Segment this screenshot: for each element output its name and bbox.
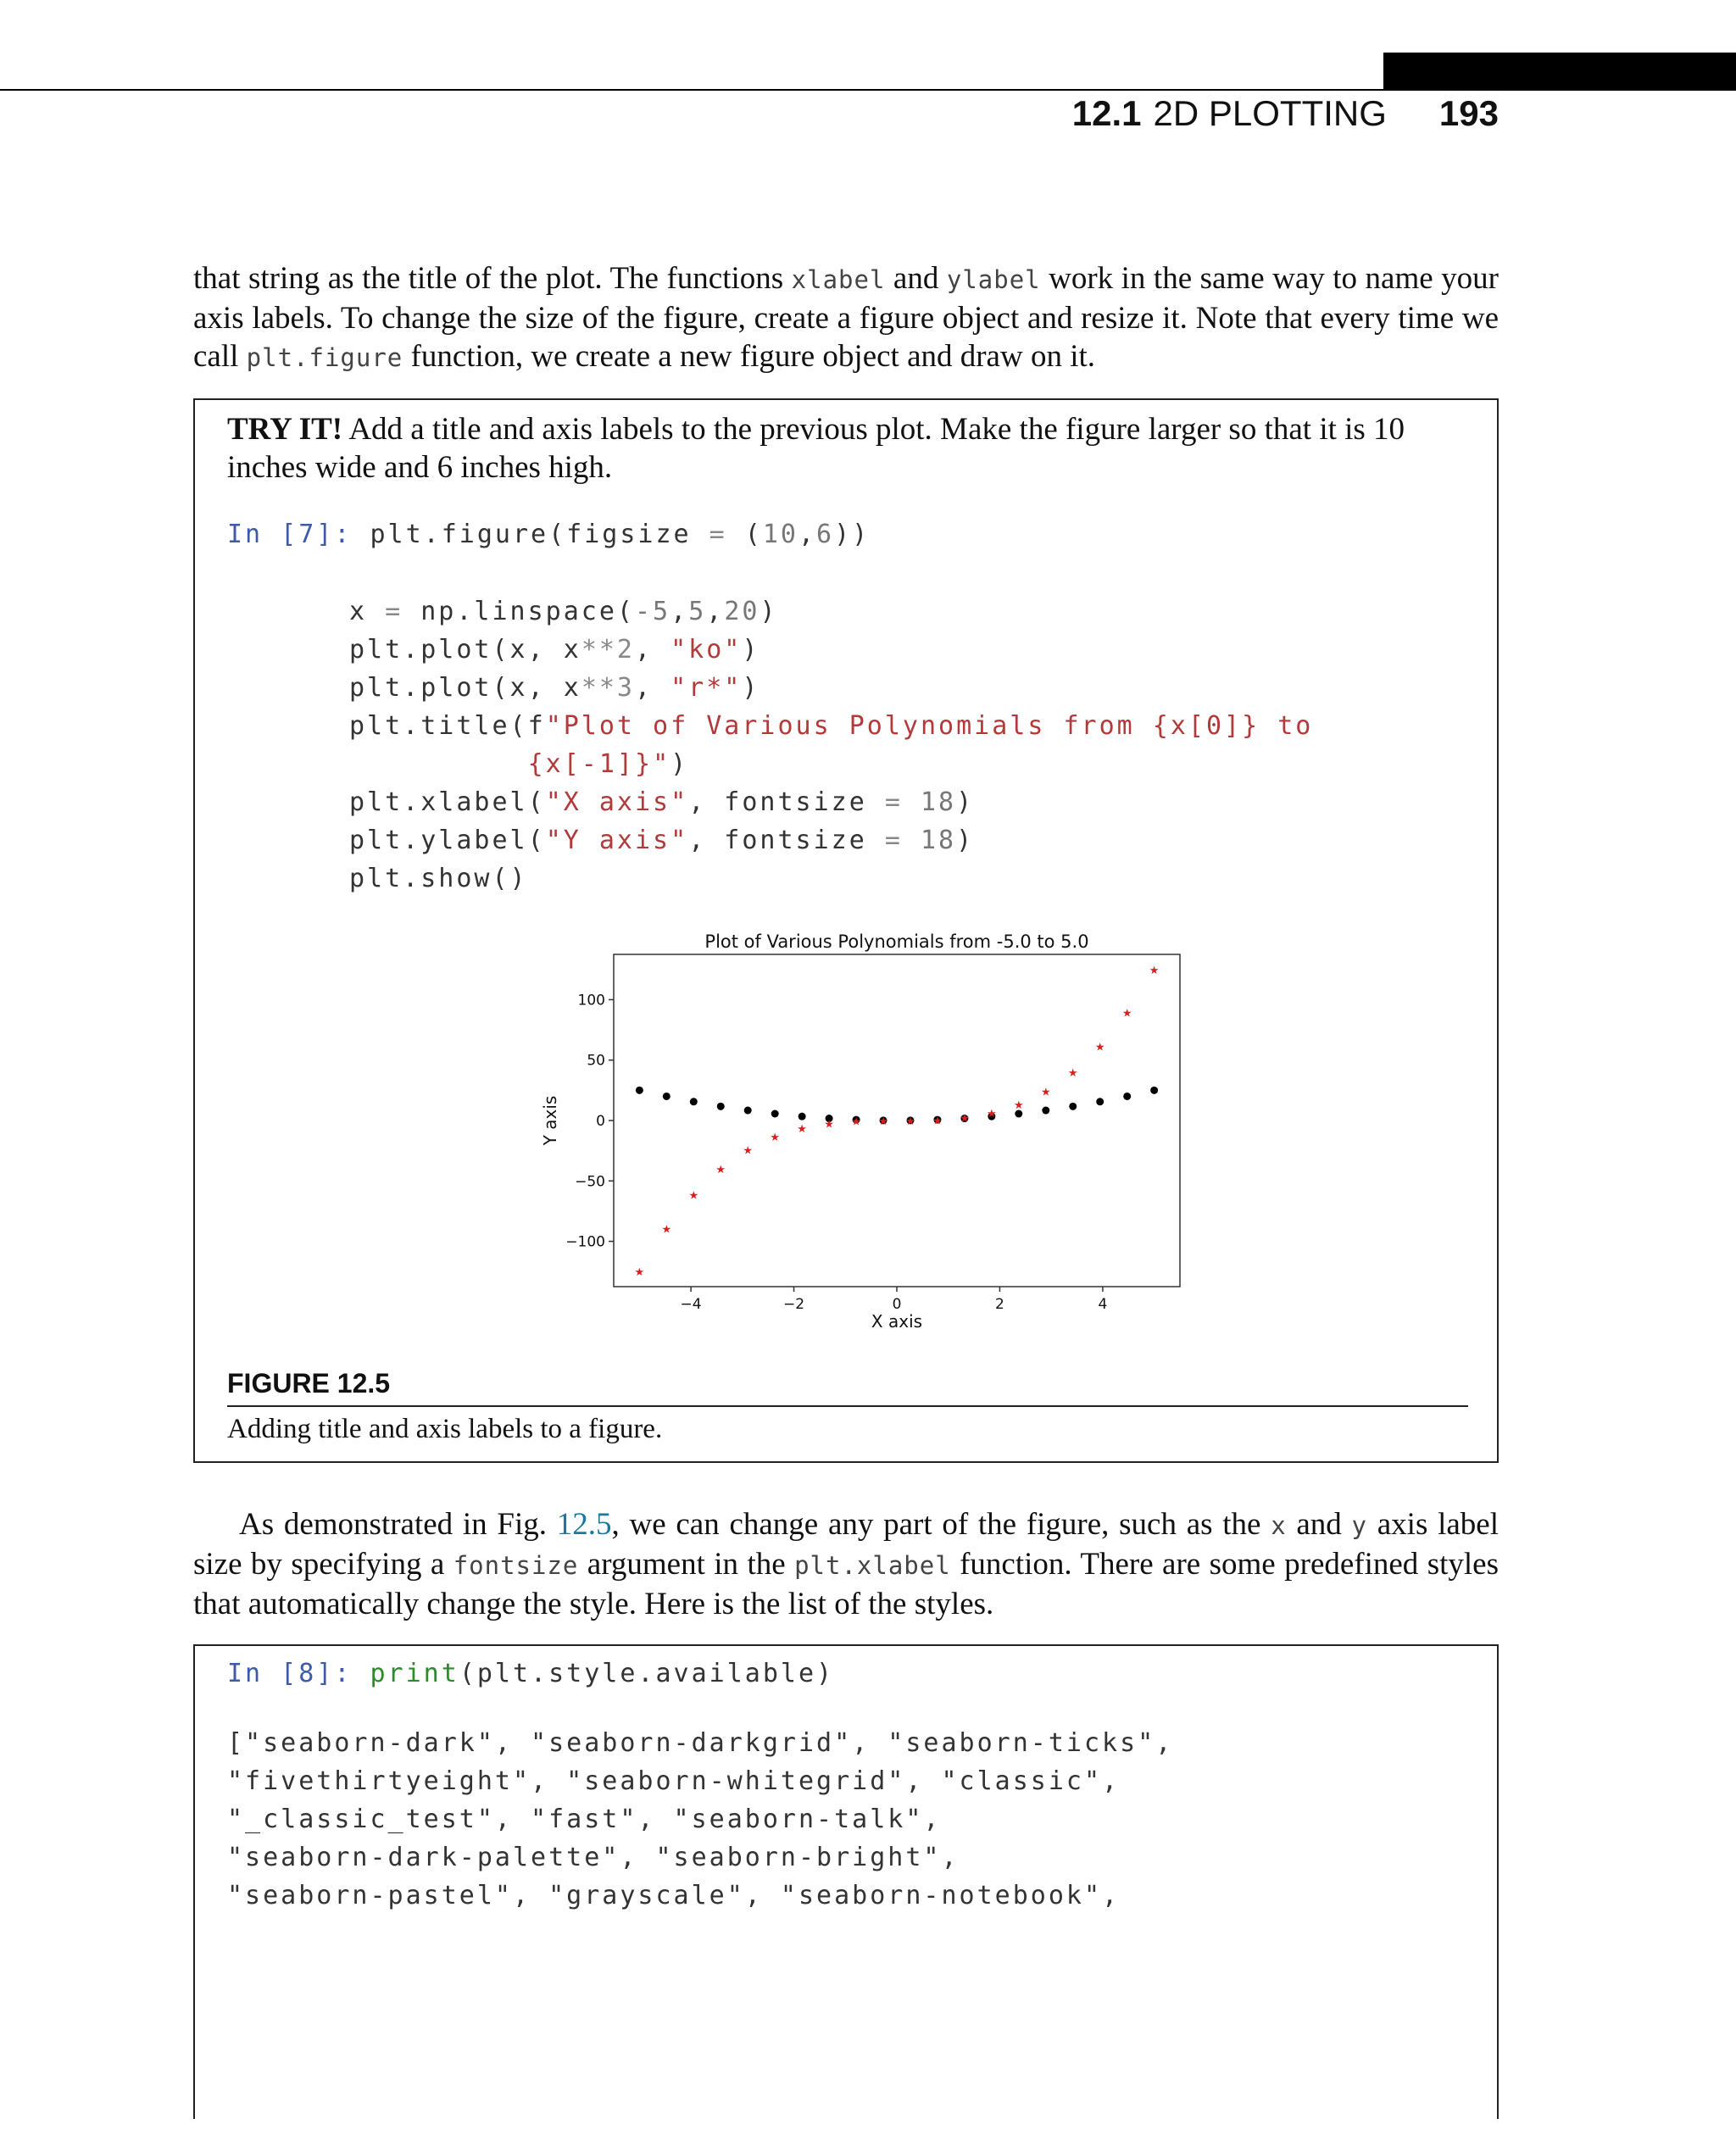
intro-text-4: function, we create a new figure object and draw on it.	[403, 339, 1096, 374]
code-token: "r*"	[670, 673, 743, 703]
red-star-point: ★	[743, 1144, 754, 1158]
after-text-4: axis label size by specifying a	[193, 1507, 1499, 1582]
code-token: plt.show()	[349, 864, 528, 893]
code-token: 20	[724, 597, 760, 626]
black-circle-point	[636, 1087, 643, 1094]
try-it-box	[193, 398, 1499, 1463]
page-number: 193	[1438, 93, 1499, 133]
code-token: , fontsize	[688, 826, 885, 855]
after-text-3: and	[1286, 1507, 1352, 1542]
figure-label: FIGURE 12.5	[227, 1368, 391, 1399]
y-tick-label: 100	[577, 992, 605, 1009]
black-circle-point	[771, 1110, 779, 1118]
inline-code-plt-xlabel: plt.xlabel	[794, 1551, 951, 1580]
code-token: ,	[798, 520, 817, 549]
code-token: , fontsize	[688, 787, 885, 817]
red-star-point: ★	[1067, 1066, 1078, 1080]
code-token: {x[-1]}	[527, 749, 654, 779]
x-tick-label: 4	[1098, 1296, 1108, 1313]
x-tick-label: 2	[995, 1296, 1004, 1313]
red-star-point: ★	[634, 1266, 645, 1280]
code-token: 5	[688, 597, 707, 626]
after-text-5: argument in the	[578, 1547, 795, 1582]
figure-caption: Adding title and axis labels to a figure.	[227, 1414, 663, 1444]
code-token: 18	[902, 787, 957, 817]
black-circle-point	[798, 1113, 806, 1121]
red-star-point: ★	[851, 1115, 861, 1129]
red-star-point: ★	[770, 1131, 781, 1144]
code-token: "ko"	[670, 635, 743, 665]
black-circle-point	[1042, 1107, 1049, 1115]
code-token: **3	[581, 673, 635, 703]
code-token: 10	[762, 520, 798, 549]
black-circle-point	[1096, 1098, 1104, 1105]
red-star-point: ★	[1040, 1086, 1051, 1099]
after-text-6: function. There are some predefined styles that automatically change the style. Here is the list of the styles.	[193, 1547, 1499, 1621]
red-star-point: ★	[905, 1115, 915, 1128]
code-token: plt.title(f	[349, 711, 546, 741]
code-body	[349, 592, 1313, 898]
red-star-point: ★	[715, 1164, 726, 1177]
x-tick-label: −2	[783, 1296, 805, 1313]
code-token: =	[709, 520, 727, 549]
code-token: (	[726, 520, 763, 549]
red-star-point: ★	[661, 1223, 672, 1237]
plot-area	[614, 954, 1180, 1287]
red-star-point: ★	[960, 1112, 970, 1126]
code-token: -5	[635, 597, 671, 626]
header-rule	[0, 89, 1736, 91]
code-token: "Plot of Various Polynomials from	[545, 711, 1153, 741]
code-token: to	[1260, 711, 1314, 741]
output-line: "seaborn-pastel", "grayscale", "seaborn-notebook",	[227, 1881, 1121, 1910]
code-token: ,	[635, 673, 671, 703]
code-output	[227, 1724, 1173, 1915]
output-line: "_classic_test", "fast", "seaborn-talk",	[227, 1805, 942, 1834]
inline-code-y: y	[1351, 1511, 1368, 1540]
cell-prompt: In [7]:	[227, 520, 353, 549]
after-figure-paragraph	[193, 1505, 1499, 1623]
y-tick-label: 50	[587, 1052, 605, 1070]
code-token: x	[349, 597, 386, 626]
red-star-point: ★	[1149, 964, 1160, 977]
code-token: 18	[902, 826, 957, 855]
after-text-1: As demonstrated in Fig.	[239, 1507, 557, 1542]
styles-code-box	[193, 1644, 1499, 2119]
black-circle-point	[1150, 1087, 1158, 1094]
section-number: 12.1	[1071, 93, 1142, 133]
code-token: np.linspace(	[403, 597, 635, 626]
code-token: =	[884, 787, 903, 817]
code-token: 6	[816, 520, 835, 549]
output-line: ["seaborn-dark", "seaborn-darkgrid", "seaborn-ticks",	[227, 1728, 1174, 1758]
red-star-point: ★	[1094, 1041, 1105, 1054]
y-axis-label: Y axis	[540, 1095, 560, 1146]
output-line: "seaborn-dark-palette", "seaborn-bright",	[227, 1843, 960, 1872]
red-star-point: ★	[797, 1122, 807, 1136]
code-token: plt.ylabel(	[349, 826, 546, 855]
red-star-point: ★	[1013, 1099, 1024, 1113]
header-black-bar	[1383, 53, 1736, 90]
code-token: "X axis"	[545, 787, 689, 817]
code-token: (plt.style.available)	[459, 1659, 835, 1688]
code-token: {x[0]}	[1152, 711, 1260, 741]
y-axis	[565, 992, 614, 1250]
red-star-point: ★	[878, 1115, 888, 1129]
black-circle-point	[663, 1093, 670, 1100]
code-token: plt.plot(x, x	[349, 635, 581, 665]
inline-code-plt-figure: plt.figure	[246, 343, 403, 372]
caption-rule	[227, 1405, 1468, 1407]
try-it-text	[227, 410, 1466, 487]
code-token: =	[385, 597, 403, 626]
try-it-label: TRY IT!	[227, 412, 343, 447]
intro-text-1: that string as the title of the plot. The functions	[193, 261, 792, 296]
code-token: ,	[706, 597, 725, 626]
x-tick-label: −4	[680, 1296, 702, 1313]
code-token: **2	[581, 635, 635, 665]
black-circle-point	[1069, 1103, 1077, 1110]
red-star-point: ★	[824, 1118, 834, 1132]
code-token: "Y axis"	[545, 826, 689, 855]
code-token: )	[760, 597, 778, 626]
code-token: ,	[670, 597, 689, 626]
black-circle-point	[717, 1103, 725, 1110]
inline-code-xlabel: xlabel	[791, 265, 886, 294]
code-token: "	[653, 749, 671, 779]
code-token: plt.plot(x, x	[349, 673, 581, 703]
red-star-point: ★	[1121, 1007, 1132, 1020]
intro-text-2: and	[885, 261, 947, 296]
inline-code-ylabel: ylabel	[946, 265, 1041, 294]
inline-code-x: x	[1271, 1511, 1287, 1540]
polynomials-scatter-chart	[517, 926, 1195, 1332]
black-circle-point	[690, 1098, 698, 1105]
code-token: )	[742, 635, 760, 665]
red-star-point: ★	[688, 1189, 699, 1203]
y-tick-label: 0	[596, 1113, 605, 1130]
intro-paragraph	[193, 259, 1499, 377]
code-token: )	[956, 787, 975, 817]
x-axis-label: X axis	[871, 1311, 923, 1332]
code-token: ,	[635, 635, 671, 665]
code-cell-8	[227, 1654, 834, 1693]
code-token: )	[670, 749, 689, 779]
code-token: )	[956, 826, 975, 855]
code-token: =	[884, 826, 903, 855]
code-cell-7	[227, 515, 870, 553]
inline-code-fontsize: fontsize	[453, 1551, 579, 1580]
data-points	[635, 965, 1160, 1279]
cell-prompt: In [8]:	[227, 1659, 353, 1688]
black-circle-point	[744, 1107, 752, 1115]
red-star-point: ★	[932, 1115, 943, 1128]
section-title: 2D PLOTTING	[1153, 93, 1387, 133]
running-head	[1072, 93, 1499, 134]
figure-ref-link[interactable]: 12.5	[556, 1507, 612, 1542]
output-line: "fivethirtyeight", "seaborn-whitegrid", "classic",	[227, 1766, 1121, 1796]
code-token: ))	[834, 520, 871, 549]
code-token: print	[370, 1659, 459, 1688]
red-star-point: ★	[987, 1108, 997, 1121]
code-token: )	[742, 673, 760, 703]
x-tick-label: 0	[892, 1296, 902, 1313]
black-circle-point	[1123, 1093, 1131, 1100]
intro-text-3: work in the same way to name your axis labels. To change the size of the figure, create a figure object and resize it. Note that every time we call	[193, 261, 1499, 374]
code-token: plt.xlabel(	[349, 787, 546, 817]
code-token: plt.figure(figsize	[352, 520, 709, 549]
after-text-2: , we can change any part of the figure, such as the	[611, 1507, 1271, 1542]
x-axis	[681, 1287, 1108, 1313]
try-it-instructions: Add a title and axis labels to the previous plot. Make the figure larger so that it is 10 inches wide and 6 inches high.	[227, 412, 1405, 485]
y-tick-label: −50	[575, 1173, 605, 1191]
y-tick-label: −100	[565, 1233, 605, 1251]
chart-title: Plot of Various Polynomials from -5.0 to 5.0	[704, 931, 1089, 952]
